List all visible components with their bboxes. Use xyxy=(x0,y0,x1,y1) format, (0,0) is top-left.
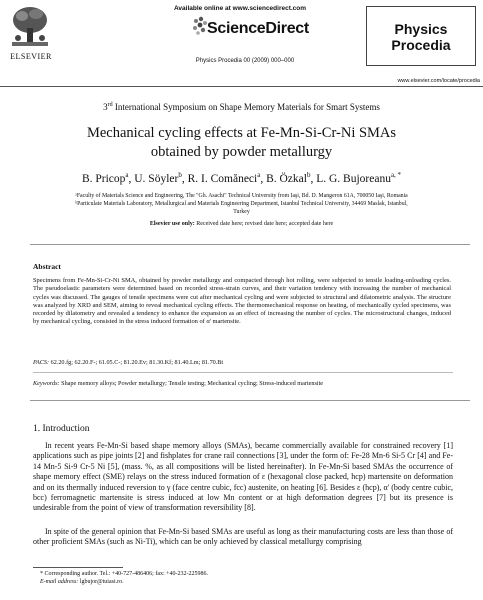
available-online-text: Available online at www.sciencedirect.com xyxy=(173,5,307,12)
symposium-ordinal: 3 xyxy=(103,102,108,112)
journal-url: www.elsevier.com/locate/procedia xyxy=(397,78,480,84)
elsevier-tree-logo xyxy=(8,4,52,50)
pacs-codes: 62.20.fg; 62.20.F-; 61.05.C-; 81.20.Ev; 81.30.Kf; 81.40.Lm; 81.70.Bt xyxy=(49,359,224,366)
author-name: U. Söyler xyxy=(134,172,179,185)
email-footnote xyxy=(40,579,124,585)
journal-name-box xyxy=(366,6,476,66)
keywords-divider xyxy=(33,372,453,373)
abstract-top-divider xyxy=(30,244,470,245)
paper-title xyxy=(0,124,483,162)
journal-name-line2: Procedia xyxy=(391,37,451,53)
paper-title-line2: obtained by powder metallurgy xyxy=(150,144,333,160)
elsevier-use-text: Received date here; revised date here; accepted date here xyxy=(194,221,334,227)
author-affil-mark: a, * xyxy=(390,171,402,179)
abstract-text: Specimens from Fe-Mn-Si-Cr-Ni SMA, obtained by powder metallurgy and compacted through hot rolling, were subjected to tensile loading-unloading cycles. The pseudoelastic parameters were determined based on recorded stress-strain curves, and their variation tendency with increasing the number of mechanical cycles was discussed. The gauges of tensile specimens were cut after mechanical cycling and were subjected to structural and dilatometric analysis. The structure was analyzed by XRD and SEM, aiming to reveal mechanical cycling effects. The thermomechanical response on heating, of mechanically cycled specimens, was recorded by dilatometry and revealed a tendency to enhance the expansion as an effect of increasing the number of cycles. The microstructural changes, induced by mechanical cycling, consisted in the stress induced formation of α' martensite. xyxy=(33,277,451,326)
keywords-line xyxy=(33,380,323,387)
affiliation-b: ᵇParticulate Materials Laboratory, Metallurgical and Materials Engineering Department, Istanbul Technical University, 34469 Maslak, Istanbul, xyxy=(75,201,408,207)
author-name: R. I. Comăneci xyxy=(187,172,258,185)
email-label: E-mail address: xyxy=(40,579,79,585)
pacs-line xyxy=(33,359,223,366)
symposium-line xyxy=(0,102,483,112)
author-name: B. Pricop xyxy=(81,172,126,185)
author-affil-mark: b xyxy=(306,171,311,179)
abstract-bottom-divider xyxy=(30,400,470,401)
symposium-ordinal-suffix: rd xyxy=(107,102,113,108)
keywords-list: Shape memory alloys; Powder metallurgy; Tensile testing; Mechanical cycling; Stress-induced martensite xyxy=(59,380,324,387)
received-dates-line xyxy=(0,221,483,227)
email-link[interactable]: lgbujor@tuiasi.ro. xyxy=(78,579,124,585)
author-name: L. G. Bujoreanu xyxy=(316,172,391,185)
author-list: B. Pricop$^a$, U. Söyler$^b$, R. I. Comăneci$^a$, B. Özkal$^b$, L. G. Bujoreanu$^{a, *}$ xyxy=(81,171,402,185)
publisher-name: ELSEVIER xyxy=(10,52,52,61)
pacs-label: PACS: xyxy=(33,359,50,366)
footnote-divider xyxy=(33,567,123,568)
elsevier-use-label: Elsevier use only: xyxy=(149,221,195,227)
header-divider xyxy=(0,86,483,87)
author-affil-mark: a xyxy=(125,171,129,179)
author-affil-mark: b xyxy=(178,171,182,179)
affiliation-b-country: Turkey xyxy=(233,209,250,215)
body-paragraph: In spite of the general opinion that Fe-Mn-Si based SMAs are useful as long as their manufacturing costs are less than those of other proficient SMAs (such as Ni-Ti), which can be only achieved by classical metallurgy comprising xyxy=(33,527,453,547)
body-paragraph: In recent years Fe-Mn-Si based shape memory alloys (SMAs), became commercially available for constrained recovery [1] applications such as pipe joints [2] and fishplates for crane rail connections [3], under the form of: Fe-28 Mn-6 Si-5 Cr [4] and Fe-14 Mn-5 Si-9 Cr-5 Ni [5], (mass. %, as all compositions will be listed hereinafter). In Fe-Mn-Si based SMAs the occurrence of shape memory effect (SME) relays on the stress induced formation of ε (hexagonal close packed, hcp) martensite on deformation and on its thermally induced reversion to γ (face centre cubic, fcc) austenite, on heating [6]. Besides ε (hcp), α' (body centre cubic, bcc) ferromagnetic martensite is stress induced at low Mn content or at high deformation degrees [7] but its presence is undesirable from the point of view of transformation reversibility [8]. xyxy=(33,441,453,513)
journal-name-line1: Physics xyxy=(394,21,448,37)
sciencedirect-wordmark: ScienceDirect xyxy=(207,20,309,37)
symposium-name: International Symposium on Shape Memory Materials for Smart Systems xyxy=(112,102,380,112)
section-heading: 1. Introduction xyxy=(33,424,90,434)
keywords-label: Keywords: xyxy=(33,380,60,387)
corresponding-author-footnote: * Corresponding author. Tel.: +40-727-486406; fax: +40-232-225986. xyxy=(40,571,209,577)
author-name: B. Özkal xyxy=(266,172,307,185)
journal-reference: Physics Procedia 00 (2009) 000–000 xyxy=(195,58,295,64)
author-affil-mark: a xyxy=(257,171,261,179)
affiliation-a: ᵃFaculty of Materials Science and Engineering, The "Gh. Asachi" Technical University from Iaşi, Bd. D. Mangeron 61A, 700050 Iaşi, Romania xyxy=(75,193,408,199)
paper-title-line1: Mechanical cycling effects at Fe-Mn-Si-Cr-Ni SMAs xyxy=(86,125,397,141)
abstract-heading: Abstract xyxy=(33,262,61,271)
